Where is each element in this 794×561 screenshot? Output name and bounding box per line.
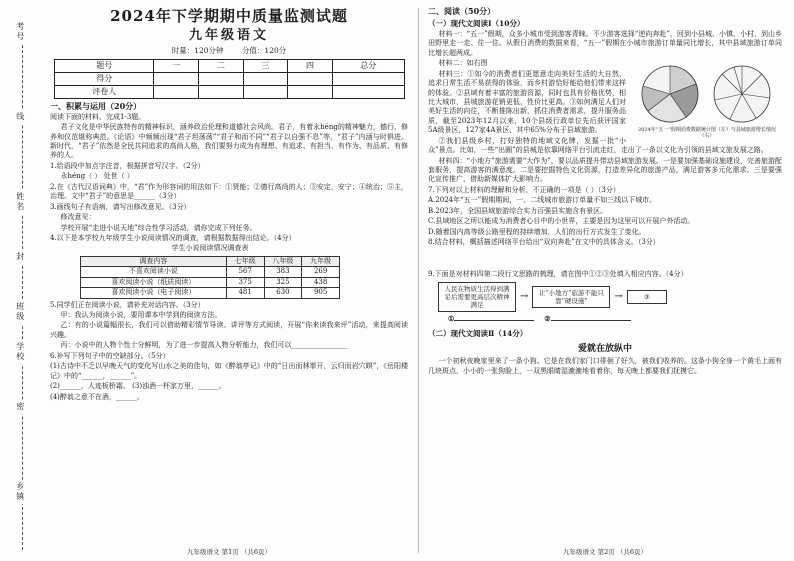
score-input-cell[interactable] bbox=[243, 72, 288, 85]
essay-title: 爱就在放纵中 bbox=[577, 343, 632, 354]
score-input-cell[interactable] bbox=[243, 85, 288, 98]
score-input-cell[interactable] bbox=[199, 72, 244, 85]
score-header-cell: 四 bbox=[288, 59, 333, 72]
score-input-cell[interactable] bbox=[288, 72, 333, 85]
binding-margin bbox=[0, 0, 44, 561]
essay-body: 一个初秋夜晚家里来了一条小狗。它是在我们家门口徘徊了好久，被我们收养的。这条小狗全身一个黄毛上面有几块斑点，小小的一张狗脸上，一双黑眼睛湿漉漉地看着你，每天晚上都要我们抚摸它。 bbox=[428, 357, 782, 375]
score-row-label: 得分 bbox=[55, 72, 154, 85]
arrow-right-icon: → bbox=[614, 291, 623, 303]
score-input-cell[interactable] bbox=[154, 85, 199, 98]
exam-meta bbox=[50, 46, 408, 56]
seal-mark-line: 线 bbox=[15, 112, 25, 122]
question-6-part-3[interactable]: (4)醉翁之意不在酒，______。 bbox=[50, 392, 144, 401]
survey-header: 八年级 bbox=[264, 256, 302, 266]
dialogue-c[interactable]: 丙：小说中的人物个性十分鲜明，为了进一步提高人物分析能力，我们可以________________ bbox=[60, 341, 348, 350]
exam-time: 时量：120分钟 bbox=[171, 45, 224, 55]
question-7-option-c[interactable]: C.县域地区之所以能成为消费者心目中的小世界，主要是因为这里可以开展户外活动。 bbox=[428, 217, 695, 226]
survey-header: 七年级 bbox=[226, 256, 264, 266]
survey-header: 调查内容 bbox=[81, 256, 227, 266]
survey-cell: 325 bbox=[264, 277, 302, 287]
material-4: 材料四：“小地方”旅游需要“大作为”，要以品质提升带动县域旅游发展。一是要加强基础设施建设，完善旅游配套服务，提高游客的满意度。二是要挖掘特色文化资源，打造差异化的旅游产品，满足游客多元化需求。三是要强化宣传推广，借助新媒体扩大影响力。 bbox=[428, 156, 782, 184]
survey-header: 九年级 bbox=[302, 256, 340, 266]
flow-box-1: 人民在物质生活得到满足后需要更高层次精神满足 bbox=[438, 282, 516, 312]
question-1-blanks[interactable]: 永héng（ ） 处世（ ） bbox=[60, 172, 134, 181]
material-1: 材料一：“五一”假期，众多小城市受到游客青睐。不少游客选择“逆向奔赴”，回到小县城、小镇、小村，到山乡田野里走一走、住一住。从假日消费的数据来看，“五一”假期在小城市旅游订单量同比增长，其中县域旅游订单同比增长超两成。 bbox=[428, 29, 782, 57]
dialogue-a: 甲：我认为阅读小说，要用课本中学到的阅读方法。 bbox=[60, 311, 222, 320]
question-6-part-1[interactable]: (1)古诗中不乏以早晚天气的变化写山水之美的佳句，如《醉翁亭记》中的“日出而林霏开，云归而岩穴暝”，《岳阳楼记》中的“______，______”。 bbox=[50, 362, 408, 380]
score-table bbox=[54, 59, 405, 99]
page-1 bbox=[44, 0, 414, 561]
section-heading: 二、阅读（50分） bbox=[428, 6, 496, 16]
exam-title: 2024年下学期期中质量监测试题 bbox=[110, 7, 348, 25]
binding-label-town: 乡镇 bbox=[15, 482, 25, 502]
score-header-cell: 题号 bbox=[55, 59, 154, 72]
arrow-right-icon: → bbox=[520, 291, 529, 303]
score-header-cell: 总分 bbox=[332, 59, 404, 72]
section-heading: 一、积累与运用（20分） bbox=[50, 100, 142, 111]
flow-blank-2[interactable] bbox=[544, 314, 630, 324]
survey-cell: 喜欢阅读小说（纸质阅读） bbox=[81, 277, 227, 287]
question-6-part-2[interactable]: (2)______，人迹板桥霜。 (3)浊酒一杯家万里，______。 bbox=[50, 382, 227, 391]
page-divider bbox=[418, 8, 419, 553]
page-2 bbox=[424, 0, 786, 561]
material-3b: ②我们县级乡村，打好独特的地域文化牌，发掘一批“小众”景点。比如，一些“出圈”的县城是依靠网络平台引流走红，走出了一条以文化为引领的县域文旅发展之路。 bbox=[428, 136, 768, 155]
score-header-cell: 一 bbox=[154, 59, 199, 72]
survey-cell: 不喜欢阅读小说 bbox=[81, 267, 227, 277]
seal-mark-seal: 封 bbox=[15, 252, 25, 262]
question-7-option-b[interactable]: B.2023年，全国县域旅游综合实力百强县实施含有景区。 bbox=[428, 206, 608, 215]
score-input-cell[interactable] bbox=[288, 85, 333, 98]
question-9: 9.下面是对材料四第二段行文思路的梳理，请在图中①②③处填入相应内容。（4分） bbox=[428, 269, 688, 278]
exam-subtitle: 九年级语文 bbox=[188, 28, 269, 44]
flow-diagram bbox=[438, 282, 782, 312]
table-row bbox=[81, 267, 340, 277]
binding-label-name: 姓名 bbox=[15, 192, 25, 212]
survey-cell: 567 bbox=[226, 267, 264, 277]
survey-cell: 438 bbox=[302, 277, 340, 287]
survey-cell: 481 bbox=[226, 288, 264, 298]
seal-mark-secret: 密 bbox=[15, 402, 25, 412]
question-6: 6.补写下列句子中的空缺部分。（5分） bbox=[50, 351, 170, 360]
survey-cell: 269 bbox=[302, 267, 340, 277]
question-3: 3.画线句子有语病，请写出修改意见。（3分） bbox=[50, 202, 191, 211]
score-input-cell[interactable] bbox=[154, 72, 199, 85]
question-4: 4.以下是本学校九年级学生小说阅读情况的调查，请根据数据得出结论。（4分） bbox=[50, 233, 296, 242]
survey-cell: 630 bbox=[264, 288, 302, 298]
score-input-cell[interactable] bbox=[332, 72, 404, 85]
survey-cell: 383 bbox=[264, 267, 302, 277]
score-header-cell: 二 bbox=[199, 59, 244, 72]
question-7-option-d[interactable]: D.随着国内高等级公路里程的持续增加，人们的出行方式发生了变化。 bbox=[428, 227, 646, 236]
dialogue-b: 乙：有的小说篇幅很长，我们可以借助精彩情节导读、讲评等方式阅读，开展“你来读我来评”活动，来提高阅读兴趣。 bbox=[50, 321, 408, 339]
table-row bbox=[81, 288, 340, 298]
pie-charts-graphic bbox=[632, 61, 782, 127]
page-footer: 九年级语文 第1页 （共6页） bbox=[187, 548, 271, 557]
table-caption: 学生小说阅读情况调查表 bbox=[171, 244, 249, 253]
score-header-cell: 三 bbox=[243, 59, 288, 72]
subsection-heading: （一）现代文阅读Ⅰ（10分） bbox=[428, 18, 525, 28]
score-row-label: 评卷人 bbox=[55, 85, 154, 98]
survey-cell: 905 bbox=[302, 288, 340, 298]
survey-table bbox=[80, 256, 340, 299]
material-3: 材料三：①如今的消费者们更愿意走向美好生活的大自然，追求日常生活不易获得的体验，而乡村游恰好能给他们带来这样的体验。②县域有着丰富的旅游资源，同时也具有价格优势，相比大城市，县城旅游花销更低，性价比更高。③如何满足人们对美好生活的向往，不断推陈出新，抓住消费者需求，提升服务品质，截至2023年12月以来，10个县级行政单位先后获评国家5A级景区，127家4A景区，其中65%分布于县域旅游。 bbox=[428, 69, 626, 135]
reading-passage: 君子文化是中华民族特有的精神标识，涵养政治伦理和道德社会风尚。君子，有着永héng的精神魅力，德行、修养和仪范堪称典范。《论语》中频频出现“君子坦荡荡”“君子和而不同”“君子以自强不息”等，“君子”内涵与时俱进。新时代，“君子”依然是全民共同追求的高尚人格，我们要努力成为有理想、有追求、有担当、有作为、有品质、有修养的人。 bbox=[50, 123, 408, 160]
binding-label-school: 学校 bbox=[15, 342, 25, 362]
flow-blank-1[interactable] bbox=[448, 314, 534, 324]
survey-cell: 喜欢阅读小说（电子阅读） bbox=[81, 288, 227, 298]
question-8: 8.结合材料，概括描述网络平台给出“双向奔赴”在文中的具体含义。（3分） bbox=[428, 238, 660, 247]
question-7-option-a[interactable]: A.2024年“五一”假期期间，一、二线城市旅游订单量不如三线以下城市。 bbox=[428, 196, 657, 205]
score-input-cell[interactable] bbox=[199, 85, 244, 98]
question-1: 1.给语段中加点字注音，根据拼音写汉字。（2分） bbox=[50, 161, 205, 170]
page-footer: 九年级语文 第2页 （共6页） bbox=[563, 548, 647, 557]
flow-blanks bbox=[448, 314, 782, 324]
question-7: 7.下列对以上材料的理解和分析，不正确的一项是（ ）（3分） bbox=[428, 185, 620, 194]
figure-caption: 2024年“五一”假期消费数据统计图（左）与县域旅游增长情况（右） bbox=[638, 127, 776, 140]
table-row bbox=[81, 277, 340, 287]
subsection-heading: （二）现代文阅读Ⅱ（14分） bbox=[428, 328, 528, 338]
pie-figure bbox=[632, 61, 782, 139]
flow-box-3[interactable]: ③ bbox=[627, 290, 667, 304]
survey-cell: 375 bbox=[226, 277, 264, 287]
binding-label-class: 班级 bbox=[15, 302, 25, 322]
question-3-answer[interactable]: 修改意见： bbox=[60, 213, 96, 222]
score-input-cell[interactable] bbox=[332, 85, 404, 98]
material-2-title: 材料二：如右图 bbox=[438, 59, 488, 68]
activity-intro: 学校开展“走进小说天地”综合性学习活动，请你完成下列任务。 bbox=[60, 223, 257, 232]
blank-marker: ② bbox=[544, 314, 551, 324]
exam-score-total: 分值：120分 bbox=[241, 45, 287, 55]
question-5: 5.同学们正在阅读小说，请补充对话内容。（3分） bbox=[50, 300, 205, 309]
flow-box-2: 让“小地方”旅游不能只靠“硬设施” bbox=[532, 286, 610, 308]
instruction: 阅读下面的材料，完成1-3题。 bbox=[50, 112, 146, 121]
question-2: 2.在《古代汉语词典》中，“君”作为形容词的用法如下：①贤能；②德行高尚的人；③安定，安宁；④统治；⑤主，治理。文中“君子”的意思是______（3分） bbox=[50, 182, 408, 201]
binding-line bbox=[22, 30, 23, 550]
blank-marker: ① bbox=[448, 314, 455, 324]
binding-label-exam-id: 考号 bbox=[15, 22, 25, 42]
